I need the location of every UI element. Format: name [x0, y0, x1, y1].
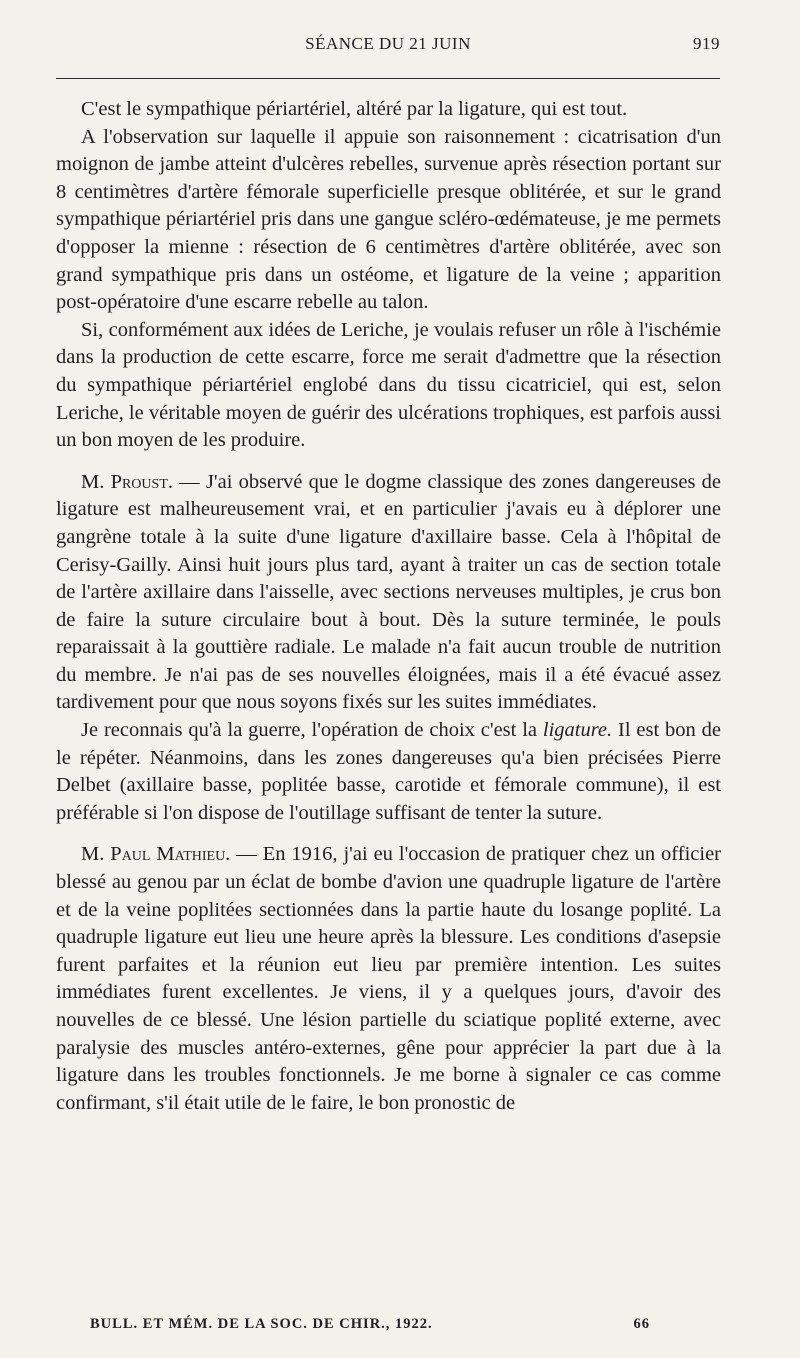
paragraph-5-text: Je reconnais qu'à la guerre, l'opération de choix c'est la [81, 719, 543, 742]
paragraph-proust [56, 469, 721, 717]
paragraph-mathieu [56, 841, 721, 1117]
page-number: 919 [693, 34, 720, 53]
proust-text: — J'ai observé que le dogme classique des zones dangereuses de ligature est malheureusement vrai, et en particulier j'avais eu à déplorer une gangrène totale à la suite d'une ligature d'axillaire basse. Cela à l'hôpital de Cerisy-Gailly. Ainsi huit jours plus tard, ayant à traiter un cas de section totale de l'artère axillaire dans l'aisselle, avec sections nerveuses multiples, je crus bon de faire la suture circulaire bout à bout. Dès la suture terminée, le pouls reparaissait à la gouttière radiale. Le malade n'a fait aucun trouble de nutrition du membre. Je n'ai pas de ses nouvelles éloignées, mais il a été évacué assez tardivement pour que nous soyons fixés sur les suites immédiates. [56, 470, 721, 714]
paragraph-1: C'est le sympathique périartériel, altéré par la ligature, qui est tout. [81, 98, 628, 120]
footer-journal: BULL. ET MÉM. DE LA SOC. DE CHIR., 1922. [90, 1316, 433, 1332]
header-title: SÉANCE DU 21 JUIN [305, 34, 471, 53]
body-text [56, 96, 721, 1117]
paragraph-5-italic: ligature. [542, 719, 613, 742]
footer-signature: 66 [633, 1316, 650, 1332]
running-header [56, 34, 720, 62]
mathieu-text: — En 1916, j'ai eu l'occasion de pratiquer chez un officier blessé au genou par un éclat de bombe d'avion une quadruple ligature de l'artère et de la veine poplitées sectionnées dans la partie haute du losange poplité. La quadruple ligature eut lieu une heure après la blessure. Les conditions d'asepsie furent parfaites et la réunion eut lieu par première intention. Les suites immédiates furent excellentes. Je viens, il y a quelques jours, d'avoir des nouvelles de ce blessé. Une lésion partielle du sciatique poplité externe, avec paralysie des muscles antéro-externes, gêne pour apprécier la part due à la ligature dans les troubles fonctionnels. Je me borne à signaler ce cas comme confirmant, s'il était utile de le faire, le bon pronostic de [56, 843, 721, 1114]
paragraph-5-tail: Il est bon de le répéter. Néanmoins, dans les zones dangereuses qu'a bien précisées Pierre Delbet (axillaire basse, poplitée basse, carotide et fémorale commune), il est préférable si l'on dispose de l'outillage suffisant de tenter la suture. [56, 719, 721, 824]
paragraph-3: Si, conformément aux idées de Leriche, je voulais refuser un rôle à l'ischémie dans la production de cette escarre, force me serait d'admettre que la résection du sympathique périartériel englobé dans du tissu cicatriciel, qui est, selon Leriche, le véritable moyen de guérir des ulcérations trophiques, est parfois aussi un bon moyen de les produire. [56, 318, 721, 452]
paragraph-5 [56, 717, 721, 827]
paragraph-2: A l'observation sur laquelle il appuie son raisonnement : cicatrisation d'un moignon de jambe atteint d'ulcères rebelles, survenue après résection portant sur 8 centimètres d'artère fémorale superficielle presque oblitérée, et sur le grand sympathique périartériel pris dans une gangue scléro-œdémateuse, je me permets d'opposer la mienne : résection de 6 centimètres d'artère oblitérée, avec son grand sympathique pris dans un ostéome, et ligature de la veine ; apparition post-opératoire d'une escarre rebelle au talon. [56, 125, 721, 314]
header-rule [56, 78, 720, 79]
speaker-mathieu: M. Paul Mathieu. [81, 843, 231, 866]
speaker-proust: M. Proust. [81, 470, 173, 493]
